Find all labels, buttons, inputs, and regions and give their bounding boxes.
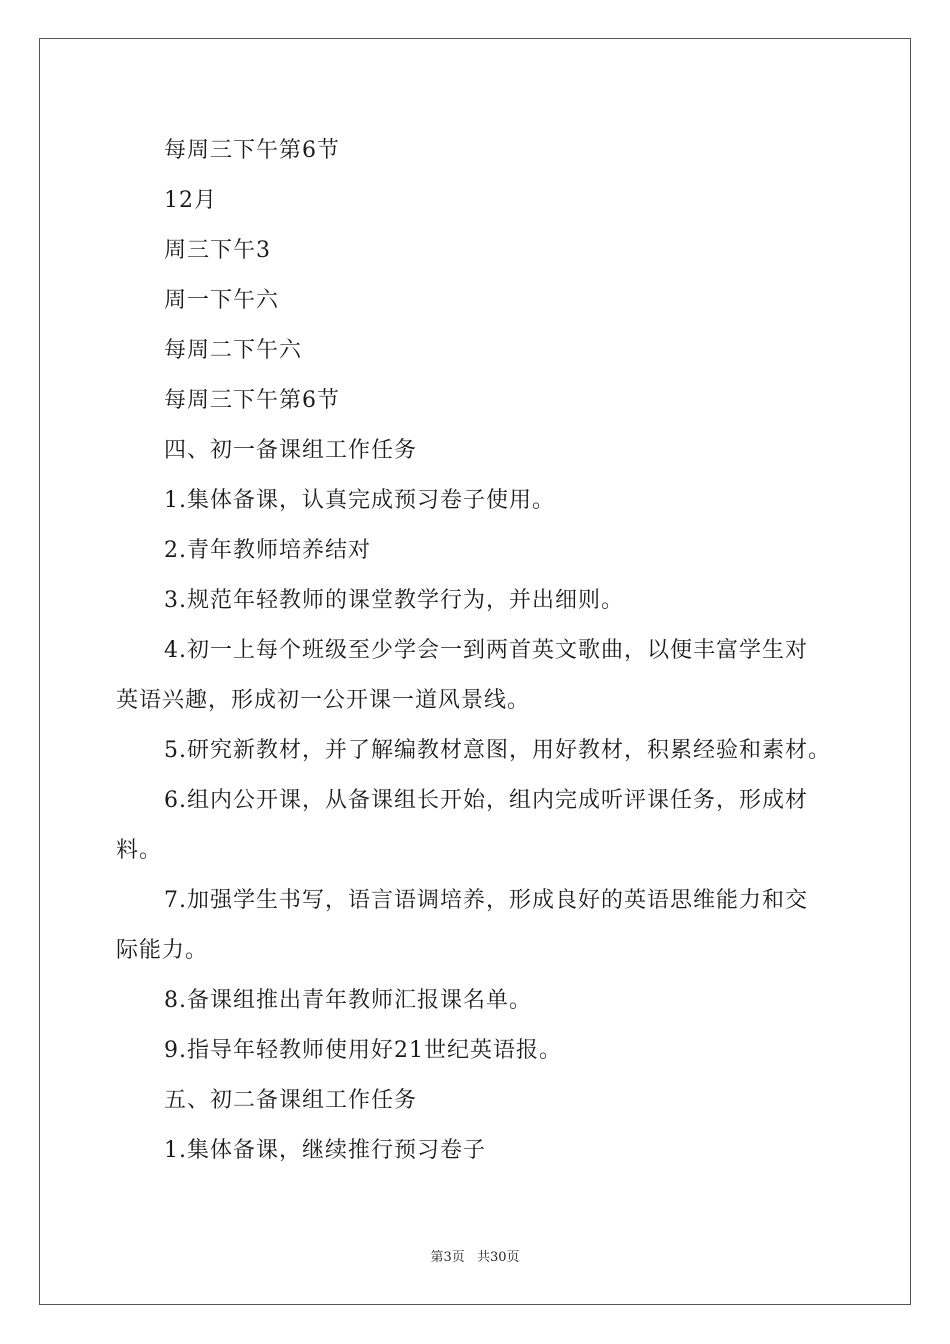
document-body (116, 126, 836, 1176)
list-item-continuation: 料。 (116, 838, 163, 863)
section-heading: 四、初一备课组工作任务 (164, 438, 418, 463)
list-item-continuation: 英语兴趣，形成初一公开课一道风景线。 (116, 688, 531, 713)
list-item: 4.初一上每个班级至少学会一到两首英文歌曲，以便丰富学生对 (164, 638, 808, 663)
page-number: 第3页 (430, 1250, 465, 1265)
list-item: 5.研究新教材，并了解编教材意图，用好教材，积累经验和素材。 (164, 738, 831, 763)
list-item-continuation: 际能力。 (116, 938, 209, 963)
list-item: 2.青年教师培养结对 (164, 538, 371, 563)
list-item: 8.备课组推出青年教师汇报课名单。 (164, 988, 532, 1013)
page-total: 共30页 (476, 1250, 520, 1265)
text-line: 每周三下午第6节 (164, 138, 340, 163)
text-line: 12月 (164, 188, 217, 213)
section-heading: 五、初二备课组工作任务 (164, 1088, 418, 1113)
text-line: 周一下午六 (164, 288, 280, 313)
text-line: 每周三下午第6节 (164, 388, 340, 413)
list-item: 6.组内公开课，从备课组长开始，组内完成听评课任务，形成材 (164, 788, 808, 813)
page-footer (0, 1246, 950, 1265)
list-item: 1.集体备课，认真完成预习卷子使用。 (164, 488, 555, 513)
text-line: 每周二下午六 (164, 338, 303, 363)
list-item: 1.集体备课，继续推行预习卷子 (164, 1138, 486, 1163)
list-item: 7.加强学生书写，语言语调培养，形成良好的英语思维能力和交 (164, 888, 808, 913)
list-item: 9.指导年轻教师使用好21世纪英语报。 (164, 1038, 562, 1063)
text-line: 周三下午3 (164, 238, 271, 263)
list-item: 3.规范年轻教师的课堂教学行为，并出细则。 (164, 588, 624, 613)
